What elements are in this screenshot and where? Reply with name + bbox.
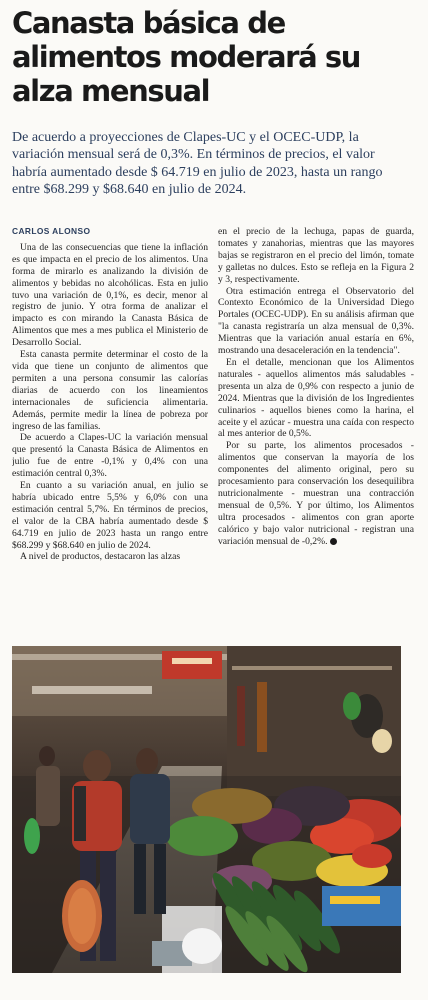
market-photo	[12, 646, 401, 973]
paragraph: en el precio de la lechuga, papas de guarda, tomates y zanahorias, mientras que las mayores bajas se registraron en el precio del limón, tomate y galletas no dulces. Esto se refleja en la Figura 2 y 3, respectivamente.	[218, 226, 414, 285]
article-column-2	[218, 226, 414, 632]
paragraph: En el detalle, mencionan que los Alimentos naturales - aquellos alimentos más saludables - presenta un alza de 0,9% con respecto a junio de 2024. Mientras que la división de los Ingredientes culinarios - aquellos bienes como la harina, el aceite y el azúcar - muestra una caída con respecto al mes anterior de 0,5%.	[218, 356, 414, 440]
paragraph: De acuerdo a Clapes-UC la variación mensual que presentó la Canasta Básica de Alimentos en julio fue de entre -0,1% y 0,4% con una estimación central 0,3%.	[12, 432, 208, 480]
article-body	[12, 226, 414, 632]
paragraph: Otra estimación entrega el Observatorio del Contexto Económico de la Universidad Diego Portales (OCEC-UDP). En su análisis afirman que "la canasta registraría un alza mensual de 0,3%. Mientras que la variación anual estaría en 6%, mostrando una desaceleración en la tendencia".	[218, 285, 414, 357]
article-deck: De acuerdo a proyecciones de Clapes-UC y el OCEC-UDP, la variación mensual será de 0,3%. En términos de precios, el valor habría aumentado desde $ 64.719 en julio de 2023, hasta un rango entre $68.299 y $68.640 en julio de 2024.	[12, 130, 383, 198]
byline: CARLOS ALONSO	[12, 226, 91, 236]
paragraph: En cuanto a su variación anual, en julio se habría ubicado entre 5,5% y 6,0% con una estimación central 5,7%. En términos de precios, el valor de la CBA habría aumentado desde $ 64.719 en julio de 2023 hasta un rango entre $68.299 y $68.640 en julio de 2024.	[12, 480, 208, 551]
paragraph: A nivel de productos, destacaron las alzas	[20, 551, 181, 563]
headline: Canasta básica de alimentos moderará su alza mensual	[12, 6, 361, 108]
market-photo-illustration	[12, 646, 401, 973]
end-of-article-icon	[330, 538, 337, 545]
paragraph: Esta canasta permite determinar el costo de la vida que tiene un conjunto de alimentos que permiten a una persona consumir las calorías diarias de acuerdo con los lineamientos internacionales de suficiencia alimentaria. Además, permite medir la línea de pobreza por ingreso de las familias.	[12, 349, 208, 432]
paragraph	[218, 440, 414, 547]
paragraph-text: Por su parte, los alimentos procesados - alimentos que conservan la mayoría de los componentes del alimento original, pero su procesamiento para conservación los desequilibra nutricionalmente - muestran una contracción mensual de 0,5%. Y por último, los Alimentos ultra procesados - alimentos con gran aporte calórico y bajo valor nutricional - registran una variación mensual de -0,2%.	[218, 440, 414, 547]
article-column-1	[12, 226, 208, 632]
paragraph: Una de las consecuencias que tiene la inflación es que impacta en el precio de los alimentos. Una forma de mirarlo es analizando la división de alimentos y bebidas no alcohólicas. Esta en julio tuvo una variación de 0,1%, es decir, menor al registro de junio. Y otra forma de analizar el impacto es con mirando la Canasta Básica de Alimentos que mes a mes publica el Ministerio de Desarrollo Social.	[12, 241, 208, 349]
